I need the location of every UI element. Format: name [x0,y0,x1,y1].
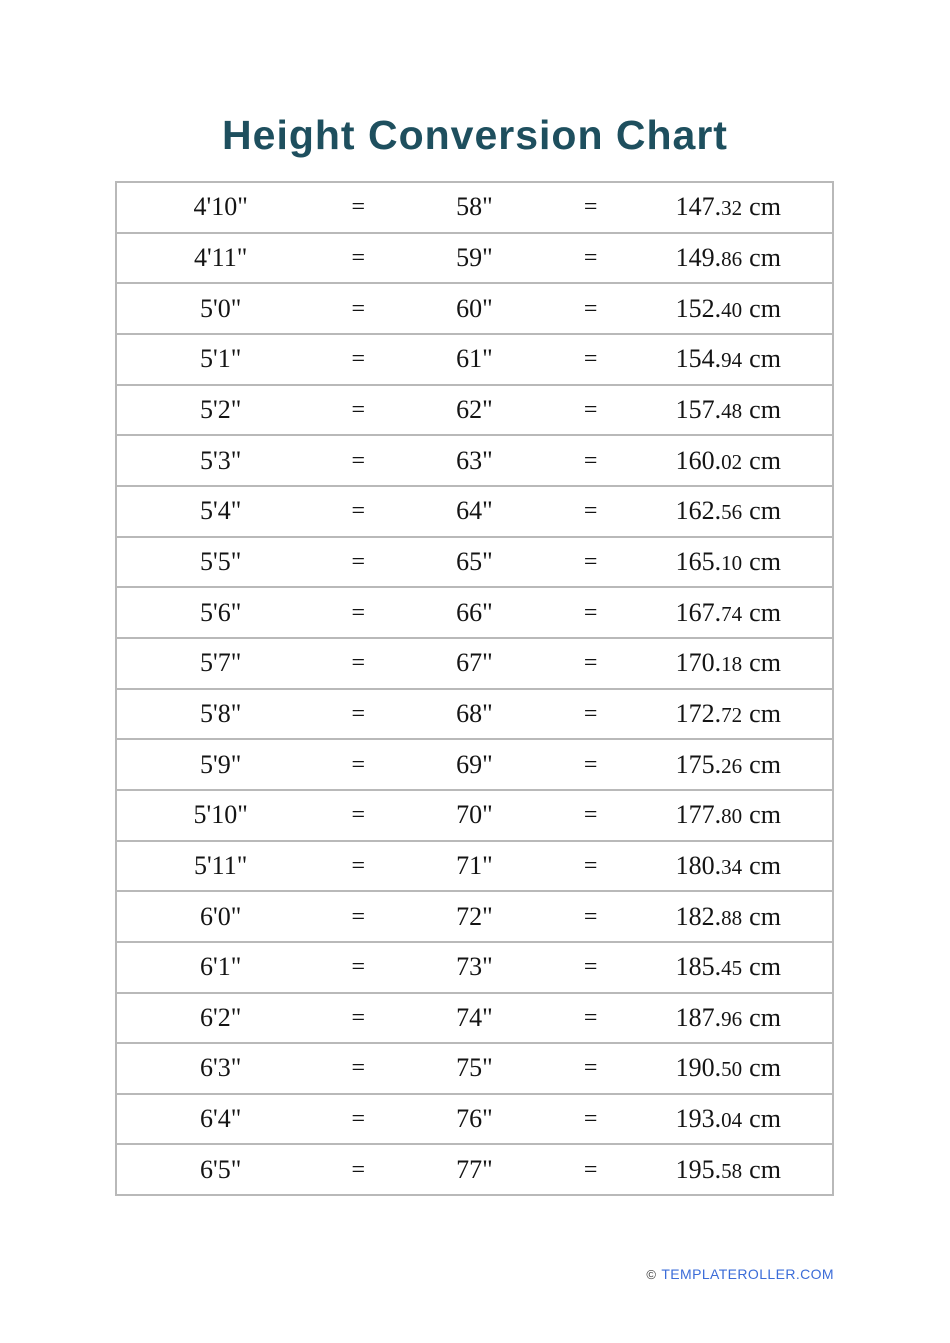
cm-unit-label: cm [749,496,781,526]
table-row [117,536,832,587]
feet-inches-value: 6'4" [200,1104,242,1134]
cm-value [625,1154,832,1184]
cm-unit-label: cm [749,1053,781,1083]
equals-sign: = [583,548,598,575]
feet-inches-value: 5'8" [200,698,242,728]
cm-decimal-part: 80 [721,804,743,829]
inches-value: 65" [456,546,493,576]
inches-value: 62" [456,394,493,424]
equals-sign: = [351,751,366,778]
cm-value [625,346,832,372]
table-row [117,637,832,688]
table-row [117,434,832,485]
cm-unit-label: cm [749,648,781,678]
cm-value [625,1055,832,1081]
table-row [117,1143,832,1194]
equals-sign: = [583,1004,598,1031]
cm-integer-part: 190. [675,1053,722,1083]
cm-unit-label: cm [749,952,781,982]
cm-value [625,698,832,728]
equals-sign: = [351,194,366,221]
feet-inches-value: 5'4" [200,496,242,526]
cm-unit-label: cm [749,597,781,627]
cm-unit-label: cm [749,546,781,576]
cm-value [625,597,832,627]
cm-decimal-part: 50 [721,1057,743,1082]
cm-decimal-part: 74 [721,601,743,626]
cm-unit-label: cm [749,800,781,830]
inches-value: 66" [456,597,493,627]
cm-decimal-part: 02 [721,449,743,474]
cm-decimal-part: 18 [721,652,743,677]
inches-value: 77" [456,1154,493,1184]
equals-sign: = [583,852,598,879]
table-row [117,485,832,536]
cm-integer-part: 182. [675,901,722,931]
inches-value: 59" [456,242,493,272]
equals-sign: = [351,599,366,626]
equals-sign: = [583,599,598,626]
cm-unit-label: cm [749,850,781,880]
table-row [117,333,832,384]
feet-inches-value: 5'10" [193,800,248,830]
equals-sign: = [583,802,598,829]
table-row [117,789,832,840]
feet-inches-value: 6'2" [200,1002,242,1032]
cm-integer-part: 165. [675,546,722,576]
table-row [117,183,832,232]
cm-unit-label: cm [749,698,781,728]
cm-decimal-part: 45 [721,956,743,981]
cm-integer-part: 154. [675,344,722,374]
equals-sign: = [583,751,598,778]
feet-inches-value: 5'7" [200,648,242,678]
footer [646,1266,834,1282]
equals-sign: = [583,244,598,271]
cm-value [625,650,832,676]
cm-integer-part: 180. [675,850,722,880]
cm-decimal-part: 40 [721,297,743,322]
equals-sign: = [351,954,366,981]
cm-decimal-part: 32 [721,196,743,221]
cm-value [625,194,832,220]
feet-inches-value: 5'1" [200,344,242,374]
cm-integer-part: 162. [675,496,722,526]
table-row [117,586,832,637]
equals-sign: = [351,346,366,373]
cm-unit-label: cm [749,293,781,323]
feet-inches-value: 6'5" [200,1154,242,1184]
cm-integer-part: 152. [675,293,722,323]
feet-inches-value: 5'0" [200,293,242,323]
cm-value [625,1002,832,1032]
feet-inches-value: 5'9" [200,749,242,779]
cm-decimal-part: 86 [721,246,743,271]
cm-decimal-part: 58 [721,1158,743,1183]
cm-integer-part: 195. [675,1154,722,1184]
equals-sign: = [351,396,366,423]
equals-sign: = [351,1004,366,1031]
inches-value: 63" [456,445,493,475]
cm-value [625,749,832,779]
cm-unit-label: cm [749,192,781,222]
inches-value: 67" [456,648,493,678]
cm-unit-label: cm [749,901,781,931]
equals-sign: = [351,1156,366,1183]
inches-value: 58" [456,192,493,222]
equals-sign: = [583,396,598,423]
templateroller-link[interactable]: TEMPLATEROLLER.COM [661,1266,834,1282]
cm-unit-label: cm [749,1104,781,1134]
cm-value [625,445,832,475]
equals-sign: = [583,954,598,981]
cm-value [625,546,832,576]
feet-inches-value: 5'2" [200,394,242,424]
equals-sign: = [583,1156,598,1183]
cm-integer-part: 175. [675,749,722,779]
feet-inches-value: 5'11" [194,850,248,880]
feet-inches-value: 5'6" [200,597,242,627]
cm-value [625,394,832,424]
cm-decimal-part: 10 [721,550,743,575]
feet-inches-value: 5'3" [200,445,242,475]
table-row [117,384,832,435]
equals-sign: = [583,447,598,474]
equals-sign: = [583,295,598,322]
inches-value: 72" [456,901,493,931]
table-row [117,738,832,789]
cm-integer-part: 185. [675,952,722,982]
table-row [117,840,832,891]
inches-value: 60" [456,293,493,323]
cm-decimal-part: 04 [721,1108,743,1133]
page-title: Height Conversion Chart [222,112,728,158]
feet-inches-value: 6'3" [200,1053,242,1083]
equals-sign: = [351,852,366,879]
cm-value [625,498,832,524]
cm-decimal-part: 26 [721,753,743,778]
inches-value: 68" [456,698,493,728]
feet-inches-value: 6'1" [200,952,242,982]
table-row [117,1093,832,1144]
table-row [117,688,832,739]
inches-value: 71" [456,850,493,880]
cm-value [625,293,832,323]
inches-value: 69" [456,749,493,779]
feet-inches-value: 4'10" [193,192,248,222]
cm-unit-label: cm [749,1154,781,1184]
table-row [117,282,832,333]
equals-sign: = [583,498,598,525]
conversion-table [115,181,834,1196]
cm-decimal-part: 88 [721,905,743,930]
cm-unit-label: cm [749,394,781,424]
cm-value [625,954,832,980]
cm-decimal-part: 48 [721,398,743,423]
cm-integer-part: 170. [675,648,722,678]
cm-value [625,850,832,880]
equals-sign: = [351,903,366,930]
equals-sign: = [583,346,598,373]
cm-unit-label: cm [749,749,781,779]
cm-decimal-part: 34 [721,854,743,879]
table-row [117,1042,832,1093]
feet-inches-value: 4'11" [194,242,248,272]
inches-value: 76" [456,1104,493,1134]
cm-decimal-part: 94 [721,348,743,373]
cm-value [625,242,832,272]
inches-value: 73" [456,952,493,982]
cm-value [625,1106,832,1132]
cm-integer-part: 167. [675,597,722,627]
cm-unit-label: cm [749,344,781,374]
feet-inches-value: 6'0" [200,901,242,931]
table-row [117,232,832,283]
cm-integer-part: 193. [675,1104,722,1134]
equals-sign: = [351,1055,366,1082]
equals-sign: = [351,295,366,322]
equals-sign: = [351,548,366,575]
cm-decimal-part: 72 [721,702,743,727]
equals-sign: = [583,1106,598,1133]
cm-integer-part: 187. [675,1002,722,1032]
equals-sign: = [351,650,366,677]
cm-unit-label: cm [749,445,781,475]
equals-sign: = [583,700,598,727]
equals-sign: = [351,498,366,525]
table-row [117,992,832,1043]
equals-sign: = [583,903,598,930]
cm-decimal-part: 96 [721,1006,743,1031]
cm-integer-part: 172. [675,698,722,728]
equals-sign: = [351,802,366,829]
equals-sign: = [351,244,366,271]
equals-sign: = [351,447,366,474]
table-row [117,941,832,992]
cm-decimal-part: 56 [721,500,743,525]
equals-sign: = [351,1106,366,1133]
cm-integer-part: 160. [675,445,722,475]
equals-sign: = [583,650,598,677]
cm-unit-label: cm [749,1002,781,1032]
cm-value [625,802,832,828]
copyright-symbol: © [646,1267,657,1282]
equals-sign: = [351,700,366,727]
inches-value: 61" [456,344,493,374]
inches-value: 74" [456,1002,493,1032]
equals-sign: = [583,1055,598,1082]
inches-value: 70" [456,800,493,830]
cm-integer-part: 147. [675,192,722,222]
table-row [117,890,832,941]
cm-integer-part: 149. [675,242,722,272]
cm-integer-part: 157. [675,394,722,424]
cm-value [625,901,832,931]
cm-unit-label: cm [749,242,781,272]
equals-sign: = [583,194,598,221]
feet-inches-value: 5'5" [200,546,242,576]
inches-value: 75" [456,1053,493,1083]
inches-value: 64" [456,496,493,526]
cm-integer-part: 177. [675,800,722,830]
